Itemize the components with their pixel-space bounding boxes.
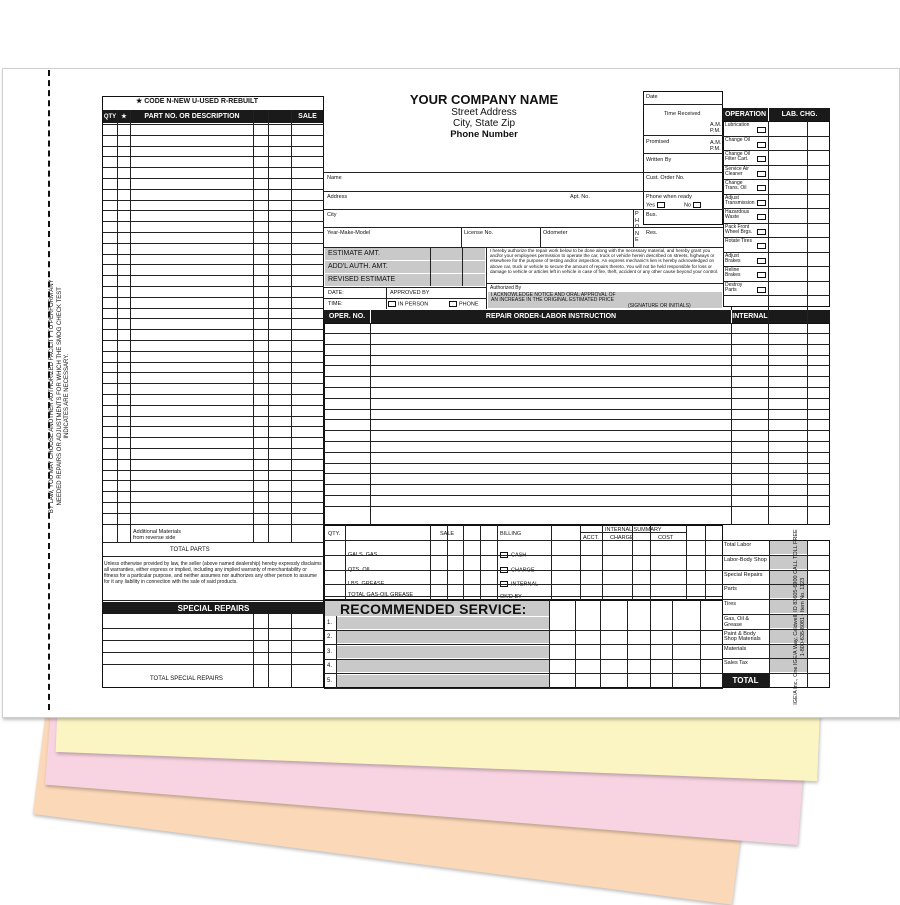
cash-label: CASH	[511, 552, 527, 559]
totals-item-label: Parts	[724, 586, 737, 593]
phone-approval-label: PHONE	[459, 301, 479, 308]
authorized-by-label: Authorized By	[490, 285, 522, 291]
bus-label: Bus.	[646, 212, 658, 218]
printer-imprint: IGE/A Inc., One IGE/A Way, Caldwell, ID 83605-6900 CALL TOLL FREE 1-800-635-8081 • Item No. 1123	[793, 529, 806, 705]
operation-checkbox	[757, 156, 766, 162]
rule	[807, 121, 808, 307]
address-label: Address	[327, 194, 348, 200]
special-row-rule	[103, 640, 324, 641]
pm-label-2: P.M.	[710, 146, 721, 152]
operation-item-label: Reline Brakes	[725, 267, 741, 278]
parts-row-rule	[103, 437, 324, 438]
rule	[540, 227, 541, 247]
parts-row-rule	[103, 329, 324, 330]
operation-item-label: Change Trans. Oil	[725, 180, 747, 191]
recommended-service-title: RECOMMENDED SERVICE:	[340, 601, 527, 617]
totals-column-rule	[769, 540, 770, 688]
recommended-line-band	[337, 631, 549, 643]
special-column-rule	[291, 614, 292, 688]
recommended-column-rule	[549, 600, 550, 688]
labor-row-rule	[324, 419, 830, 420]
parts-row-rule	[103, 243, 324, 244]
labor-row-rule	[324, 430, 830, 431]
labor-row-rule	[324, 344, 830, 345]
totals-item-label: Special Repairs	[724, 571, 763, 578]
am-label-2: A.M.	[710, 140, 722, 146]
recommended-line-band	[337, 675, 549, 687]
fluids-row-rule	[324, 540, 723, 541]
rule	[643, 135, 723, 136]
special-row-rule	[103, 628, 324, 629]
recommended-row-rule	[324, 688, 723, 689]
phone-ready-no[interactable]	[684, 202, 701, 208]
labor-row-rule	[324, 333, 830, 334]
recommended-line-band	[337, 646, 549, 658]
additional-materials-label: Additional Materials	[133, 529, 181, 535]
operation-item-label: Hazardous Waste	[725, 209, 750, 220]
labor-row-rule	[324, 376, 830, 377]
company-block	[325, 92, 643, 140]
labor-row-rule	[324, 495, 830, 496]
no-checkbox[interactable]	[693, 202, 701, 208]
fluids-column-rule	[497, 525, 498, 600]
parts-column-rule	[291, 110, 292, 542]
recommended-column-rule	[600, 600, 601, 688]
parts-row-rule	[103, 600, 324, 601]
summary-charge-label: CHARGE	[610, 535, 634, 541]
pm-label-1: P.M.	[710, 128, 721, 134]
parts-row-rule	[103, 286, 324, 287]
total-parts-label: TOTAL PARTS	[170, 547, 210, 553]
rule	[430, 248, 431, 286]
operation-checkbox	[757, 272, 766, 278]
parts-row-rule	[103, 362, 324, 363]
labor-row-rule	[324, 409, 830, 410]
oper-no-header: OPER. NO.	[324, 310, 370, 323]
okd-by-label: OK'D BY	[500, 594, 522, 600]
fluids-row-rule	[324, 570, 723, 571]
operation-header: OPERATION	[723, 108, 768, 121]
smog-notice: BY LAW, YOU MAY CHOOSE ANOTHER AUTHORIZED FACILITY TO PERFORM ANY NEEDED REPAIRS OR ADJUSTMENTS FOR WHICH THE SMOG CHECK TEST INDICATES ARE NECESSARY.	[48, 279, 70, 514]
rule	[633, 209, 634, 247]
parts-row-rule	[103, 513, 324, 514]
operation-checkbox	[757, 214, 766, 220]
yes-checkbox[interactable]	[657, 202, 665, 208]
operation-row-rule	[723, 194, 830, 195]
parts-row-rule	[103, 480, 324, 481]
parts-row-rule	[103, 167, 324, 168]
fluids-column-rule	[447, 525, 448, 600]
operation-item-label: Lubrication	[725, 122, 750, 128]
recommended-column-rule	[575, 600, 576, 688]
license-label: License No.	[464, 230, 494, 236]
totals-item-label: Sales Tax	[724, 660, 748, 667]
parts-row-rule	[103, 275, 324, 276]
parts-row-rule	[103, 318, 324, 319]
labor-charge-header	[769, 310, 830, 323]
fluids-column-rule	[480, 525, 481, 600]
parts-row-rule	[103, 189, 324, 190]
internal-summary-label: INTERNAL SUMMARY	[605, 527, 662, 533]
fluids-row-rule	[324, 584, 723, 585]
in-person-label: IN PERSON	[398, 301, 429, 308]
am-label-1: A.M.	[710, 122, 722, 128]
phone-checkbox[interactable]	[449, 301, 457, 307]
parts-row-rule	[103, 232, 324, 233]
fluids-column-rule	[602, 525, 603, 600]
summary-rule	[580, 532, 686, 533]
phone-number: Phone Number	[450, 129, 518, 140]
labor-instruction-header: REPAIR ORDER-LABOR INSTRUCTION	[371, 310, 731, 323]
operation-checkbox	[757, 258, 766, 264]
rule	[461, 227, 462, 247]
parts-header-qty: QTY	[103, 110, 117, 123]
yes-label: Yes	[646, 202, 655, 209]
operation-item-label: Destroy Parts	[725, 281, 743, 293]
recommended-line-number: 5.	[327, 677, 333, 684]
parts-row-rule	[103, 210, 324, 211]
parts-row-rule	[103, 459, 324, 460]
operation-checkbox	[757, 127, 766, 133]
company-name: YOUR COMPANY NAME	[409, 92, 559, 107]
rule	[386, 287, 387, 309]
fluids-column-rule	[580, 525, 581, 600]
name-label: Name	[327, 175, 342, 181]
rule	[324, 191, 643, 192]
from-reverse-label: from reverse side	[133, 535, 176, 541]
phone-ready-label: Phone when ready	[646, 194, 692, 200]
special-column-rule	[268, 614, 269, 688]
fluids-qty-label: QTY.	[328, 531, 341, 537]
operation-item-label: Change Oil Filter Cart.	[725, 151, 751, 162]
totals-item-label: Materials	[724, 645, 747, 652]
approved-by-label: APPROVED BY	[390, 290, 430, 296]
recommended-line-number: 4.	[327, 663, 333, 670]
parts-row-rule	[103, 254, 324, 255]
parts-header-blank-2	[269, 110, 291, 123]
city-state-zip: City, State Zip	[452, 118, 516, 129]
parts-row-rule	[103, 297, 324, 298]
rule	[807, 307, 808, 525]
street-address: Street Address	[451, 107, 517, 118]
parts-row-rule	[103, 524, 324, 525]
totals-item-label: Tires	[724, 601, 737, 608]
totals-column-rule	[807, 540, 808, 688]
no-label: No	[684, 202, 692, 209]
city-label: City	[327, 212, 337, 218]
acknowledge-text: I ACKNOWLEDGE NOTICE AND ORAL APPROVAL OF AN INCREASE IN THE ORIGINAL ESTIMATED PRICE	[491, 292, 616, 303]
total-special-repairs-label: TOTAL SPECIAL REPAIRS	[150, 676, 223, 682]
operation-checkbox	[757, 229, 766, 235]
promised-label: Promised	[646, 139, 670, 145]
phone-option[interactable]	[449, 301, 479, 307]
totals-item-label: Total Labor	[724, 542, 752, 548]
estimate-date-label: DATE:	[328, 290, 344, 296]
fluids-column-rule	[686, 525, 687, 600]
recommended-column-rule	[336, 616, 337, 688]
labor-row-rule	[324, 441, 830, 442]
parts-row-rule	[103, 156, 324, 157]
rule	[643, 191, 723, 192]
parts-header-sale: SALE	[292, 110, 323, 123]
billing-label: BILLING	[500, 531, 522, 537]
parts-row-rule	[103, 491, 324, 492]
labor-row-rule	[324, 506, 830, 507]
parts-row-rule	[103, 556, 324, 557]
fluids-sale-label: SALE	[440, 531, 455, 537]
signature-label: (SIGNATURE OR INITIALS)	[628, 303, 691, 309]
totals-item-label: Paint & Body Shop Materials	[724, 630, 761, 643]
labor-row-rule	[324, 365, 830, 366]
rule	[324, 172, 643, 173]
parts-row-rule	[103, 394, 324, 395]
parts-row-rule	[103, 416, 324, 417]
res-label: Res.	[646, 230, 658, 236]
phone-vertical-label: PHONE	[635, 211, 640, 243]
special-repairs-header: SPECIAL REPAIRS	[103, 602, 324, 614]
parts-row-rule	[103, 405, 324, 406]
operation-checkbox	[757, 243, 766, 249]
charge-label: CHARGE	[511, 567, 535, 574]
parts-row-rule	[103, 264, 324, 265]
parts-column-rule	[130, 110, 131, 542]
operation-item-label: Adjust Transmission	[725, 194, 755, 206]
parts-row-rule	[103, 426, 324, 427]
rule	[768, 121, 769, 307]
rule	[487, 283, 723, 284]
special-column-rule	[253, 614, 254, 688]
apt-label: Apt. No.	[570, 194, 590, 200]
phone-ready-yes[interactable]	[646, 202, 665, 208]
operation-checkbox	[757, 185, 766, 191]
year-make-model-label: Year-Make-Model	[327, 230, 371, 236]
authorization-text: I hereby authorize the repair work below to be done along with the necessary material, and hereby grant you and/or your employees permission to operate the car, truck or vehicle herein described on streets, highways or elsewhere for the purpose of testing and/or inspection. An express mechanic's lien is hereby acknowledged on above car, truck or vehicle to secure the amount of repairs thereto. You will not be held responsible for loss or damage to vehicle or articles left in vehicle in case of fire, theft, accident or any other cause beyond your control.	[490, 248, 719, 274]
parts-column-rule	[253, 110, 254, 542]
recommended-column-rule	[672, 600, 673, 688]
parts-row-rule	[103, 135, 324, 136]
parts-row-rule	[103, 351, 324, 352]
gals-gas-label: GALS. GAS	[348, 552, 378, 558]
internal-billing-label: INTERNAL	[511, 581, 539, 588]
rule	[643, 104, 723, 105]
odometer-label: Odometer	[543, 230, 568, 236]
rule	[324, 209, 723, 210]
parts-row-rule	[103, 502, 324, 503]
rule	[324, 298, 487, 299]
parts-row-rule	[103, 308, 324, 309]
operation-row-rule	[723, 252, 830, 253]
parts-row-rule	[103, 448, 324, 449]
operation-row-rule	[723, 266, 830, 267]
special-row-rule	[103, 664, 324, 665]
parts-row-rule	[103, 340, 324, 341]
operation-item-label: Pack Front Wheel Brgs.	[725, 223, 753, 235]
parts-header-description: PART NO. OR DESCRIPTION	[131, 110, 253, 123]
parts-row-rule	[103, 542, 324, 543]
date-label: Date	[646, 94, 658, 100]
fluids-column-rule	[430, 525, 431, 600]
special-row-rule	[103, 652, 324, 653]
total-gas-oil-label: TOTAL GAS-OIL GREASE	[348, 592, 414, 598]
operation-checkbox	[757, 287, 766, 293]
warranty-disclaimer: Unless otherwise provided by law, the seller (above named dealership) hereby expressly disclaims all warranties, either express or implied, including any implied warranty of merchantability or fitness for a particular purpose, and neither assumes nor authorizes any other person to assume for it any liability in connection with the sale of said products.	[104, 561, 322, 585]
operation-item-label: Adjust Brakes	[725, 252, 741, 264]
labor-row-rule	[324, 355, 830, 356]
estimate-time-label: TIME:	[328, 301, 343, 307]
cust-order-label: Cust. Order No.	[646, 175, 685, 181]
time-received-label: Time Received	[664, 111, 701, 117]
operation-checkbox	[757, 171, 766, 177]
fluids-column-rule	[551, 525, 552, 600]
operation-item-label: Service Air Cleaner	[725, 165, 749, 177]
fluids-column-rule	[463, 525, 464, 600]
summary-cost-label: COST	[658, 535, 674, 541]
addl-auth-label: ADD'L AUTH. AMT.	[328, 263, 388, 270]
written-by-label: Written By	[646, 157, 672, 163]
rule	[486, 248, 487, 309]
parts-row-rule	[103, 200, 324, 201]
fluids-row-rule	[324, 555, 723, 556]
parts-row-rule	[103, 124, 324, 125]
parts-column-rule	[268, 110, 269, 542]
acct-label: ACCT.	[583, 535, 599, 541]
recommended-line-number: 2.	[327, 634, 333, 641]
revised-estimate-label: REVISED ESTIMATE	[328, 276, 396, 283]
operation-checkbox	[757, 200, 766, 206]
totals-item-label: Gas, Oil & Grease	[724, 616, 750, 628]
labor-row-rule	[324, 473, 830, 474]
recommended-line-band	[337, 617, 549, 629]
lab-chg-header: LAB. CHG.	[769, 108, 830, 121]
totals-item-label: Labor-Body Shop	[724, 556, 767, 563]
operation-item-label: Change Oil	[725, 136, 751, 143]
rule	[324, 227, 723, 228]
operation-checkbox	[757, 142, 766, 148]
estimate-amt-label: ESTIMATE AMT.	[328, 250, 380, 257]
fluids-row-rule	[324, 596, 723, 597]
operation-item-label: Rotate Tires	[725, 238, 752, 244]
recommended-column-rule	[627, 600, 628, 688]
parts-column-rule	[117, 110, 118, 542]
rule	[324, 287, 487, 288]
total-label: TOTAL	[722, 673, 769, 687]
fluids-column-rule	[650, 525, 651, 600]
parts-header-blank-1	[254, 110, 268, 123]
fluids-column-rule	[345, 525, 346, 600]
parts-header-code: ★	[118, 110, 130, 123]
recommended-line-number: 3.	[327, 648, 333, 655]
operation-row-rule	[723, 295, 830, 296]
labor-row-rule	[324, 387, 830, 388]
recommended-line-band	[337, 660, 549, 672]
recommended-column-rule	[650, 600, 651, 688]
parts-row-rule	[103, 221, 324, 222]
internal-header: INTERNAL	[732, 310, 768, 323]
parts-row-rule	[103, 146, 324, 147]
recommended-line-number: 1.	[327, 620, 333, 626]
recommended-column-rule	[700, 600, 701, 688]
rule	[462, 248, 463, 286]
labor-row-rule	[324, 452, 830, 453]
labor-row-rule	[324, 463, 830, 464]
in-person-option[interactable]	[388, 301, 428, 307]
fluids-column-rule	[632, 525, 633, 600]
labor-row-rule	[324, 398, 830, 399]
rule	[768, 307, 769, 525]
in-person-checkbox[interactable]	[388, 301, 396, 307]
lbs-grease-label: LBS. GREASE	[348, 581, 385, 587]
labor-column-rule	[731, 307, 732, 310]
parts-row-rule	[103, 178, 324, 179]
parts-row-rule	[103, 470, 324, 471]
qts-oil-label: QTS. OIL	[348, 567, 372, 573]
labor-row-rule	[324, 484, 830, 485]
fluids-column-rule	[705, 525, 706, 600]
rule	[643, 172, 723, 173]
code-legend: ★ CODE N-NEW U-USED R-REBUILT	[136, 98, 259, 105]
parts-row-rule	[103, 372, 324, 373]
rule	[643, 153, 723, 154]
parts-row-rule	[103, 383, 324, 384]
